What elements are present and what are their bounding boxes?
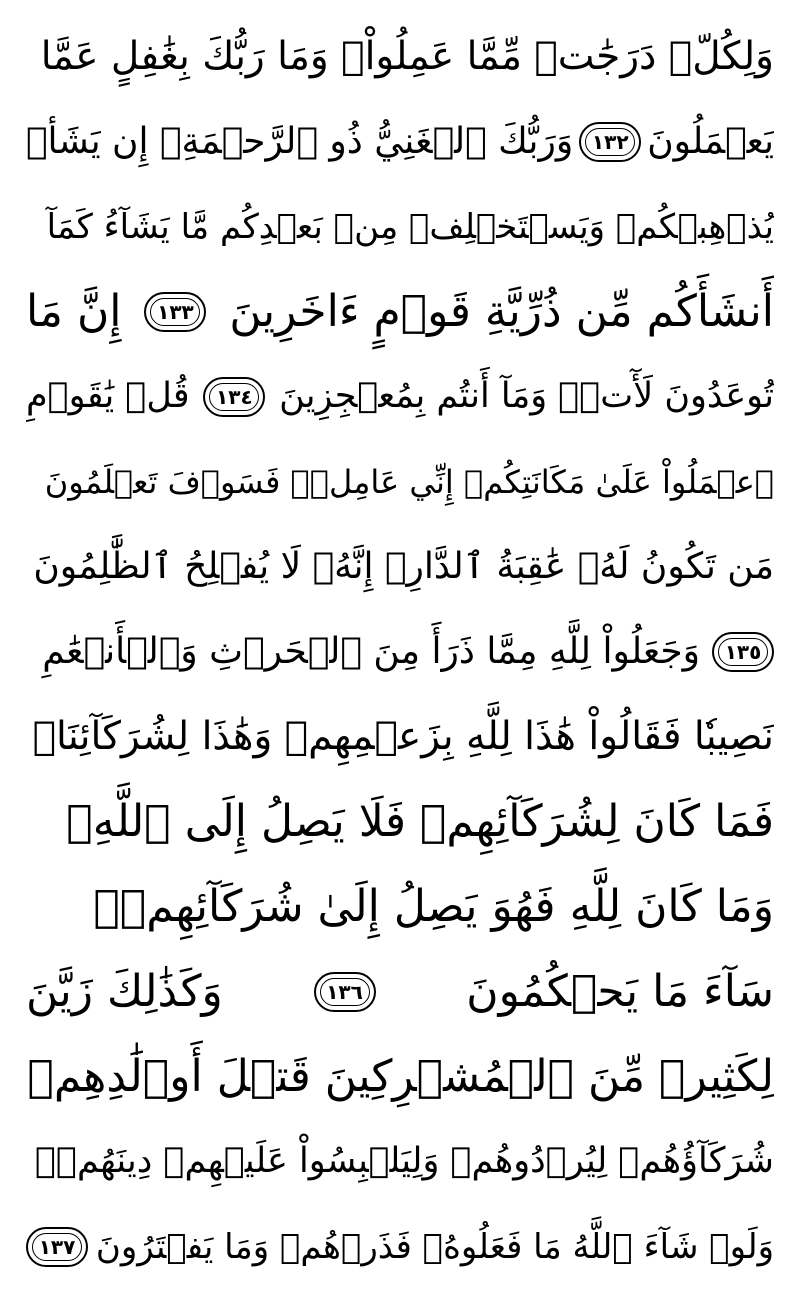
text-line-10 <box>26 779 774 864</box>
verse-text: وَجَعَلُواْ لِلَّهِ مِمَّا ذَرَأَ مِنَ ٱلۡحَرۡثِ وَٱلۡأَنۡعَٰمِ <box>42 630 700 672</box>
text-line-2 <box>26 99 774 184</box>
verse-text: مَن تَكُونُ لَهُۥ عَٰقِبَةُ ٱلدَّارِۚ إِنَّهُۥ لَا يُفۡلِحُ ٱلظَّٰلِمُونَ <box>33 545 774 587</box>
ayah-number: ١٣٤ <box>216 384 253 409</box>
ayah-number: ١٣٥ <box>724 639 762 664</box>
ayah-number-marker <box>579 122 641 162</box>
text-line-15 <box>26 1204 774 1289</box>
text-line-1 <box>26 14 774 99</box>
text-line-13 <box>26 1034 774 1119</box>
ayah-number-marker <box>203 377 265 417</box>
verse-text: لِكَثِيرٖ مِّنَ ٱلۡمُشۡرِكِينَ قَتۡلَ أَوۡلَٰدِهِمۡ <box>27 1050 774 1102</box>
ayah-number-marker <box>314 972 376 1012</box>
verse-text: يُذۡهِبۡكُمۡ وَيَسۡتَخۡلِفۡ مِنۢ بَعۡدِكُم مَّا يَشَآءُ كَمَآ <box>46 206 774 247</box>
verse-text: يَعۡمَلُونَ <box>647 120 774 162</box>
text-line-9 <box>26 694 774 779</box>
ayah-number: ١٣٦ <box>326 979 363 1004</box>
text-line-5 <box>26 354 774 439</box>
verse-text: وَلِكُلّٖ دَرَجَٰتٞ مِّمَّا عَمِلُواْۚ وَمَا رَبُّكَ بِغَٰفِلٍ عَمَّا <box>40 34 774 79</box>
verse-text: قُلۡ يَٰقَوۡمِ <box>26 376 190 416</box>
verse-text: وَمَا كَانَ لِلَّهِ فَهُوَ يَصِلُ إِلَىٰ شُرَكَآئِهِمۡۗ <box>93 880 774 932</box>
ayah-number-marker <box>712 632 774 672</box>
ayah-number-marker <box>26 1227 88 1267</box>
text-line-3 <box>26 184 774 269</box>
verse-text: فَمَا كَانَ لِشُرَكَآئِهِمۡ فَلَا يَصِلُ إِلَى ٱللَّهِۖ <box>66 795 774 847</box>
text-line-7 <box>26 524 774 609</box>
verse-text: نَصِيبٗا فَقَالُواْ هَٰذَا لِلَّهِ بِزَعۡمِهِمۡ وَهَٰذَا لِشُرَكَآئِنَاۖ <box>32 714 774 759</box>
text-line-8 <box>26 609 774 694</box>
text-line-12 <box>26 949 774 1034</box>
ayah-number: ١٣٧ <box>38 1234 76 1259</box>
text-line-11 <box>26 864 774 949</box>
verse-text: ٱعۡمَلُواْ عَلَىٰ مَكَانَتِكُمۡ إِنِّي عَامِلٞۖ فَسَوۡفَ تَعۡلَمُونَ <box>44 462 774 501</box>
verse-text: سَآءَ مَا يَحۡكُمُونَ <box>466 965 774 1017</box>
text-line-14 <box>26 1119 774 1204</box>
verse-text: وَلَوۡ شَآءَ ٱللَّهُ مَا فَعَلُوهُۖ فَذَرۡهُمۡ وَمَا يَفۡتَرُونَ <box>95 1226 774 1267</box>
verse-text: وَكَذَٰلِكَ زَيَّنَ <box>26 965 223 1017</box>
verse-text: أَنشَأَكُم مِّن ذُرِّيَّةِ قَوۡمٍ ءَاخَرِينَ <box>229 285 774 337</box>
verse-text: وَرَبُّكَ ٱلۡغَنِيُّ ذُو ٱلرَّحۡمَةِۚ إِن يَشَأۡ <box>26 120 574 162</box>
text-line-6 <box>26 439 774 524</box>
ayah-number-marker <box>144 292 206 332</box>
text-line-4 <box>26 269 774 354</box>
verse-text: تُوعَدُونَ لَأٓتٖۖ وَمَآ أَنتُم بِمُعۡجِزِينَ <box>279 376 774 416</box>
verse-text: شُرَكَآؤُهُمۡ لِيُرۡدُوهُمۡ وَلِيَلۡبِسُواْ عَلَيۡهِمۡ دِينَهُمۡۖ <box>35 1141 774 1181</box>
verse-text: إِنَّ مَا <box>26 285 122 337</box>
ayah-number: ١٣٢ <box>591 129 629 154</box>
ayah-number: ١٣٣ <box>157 299 194 324</box>
